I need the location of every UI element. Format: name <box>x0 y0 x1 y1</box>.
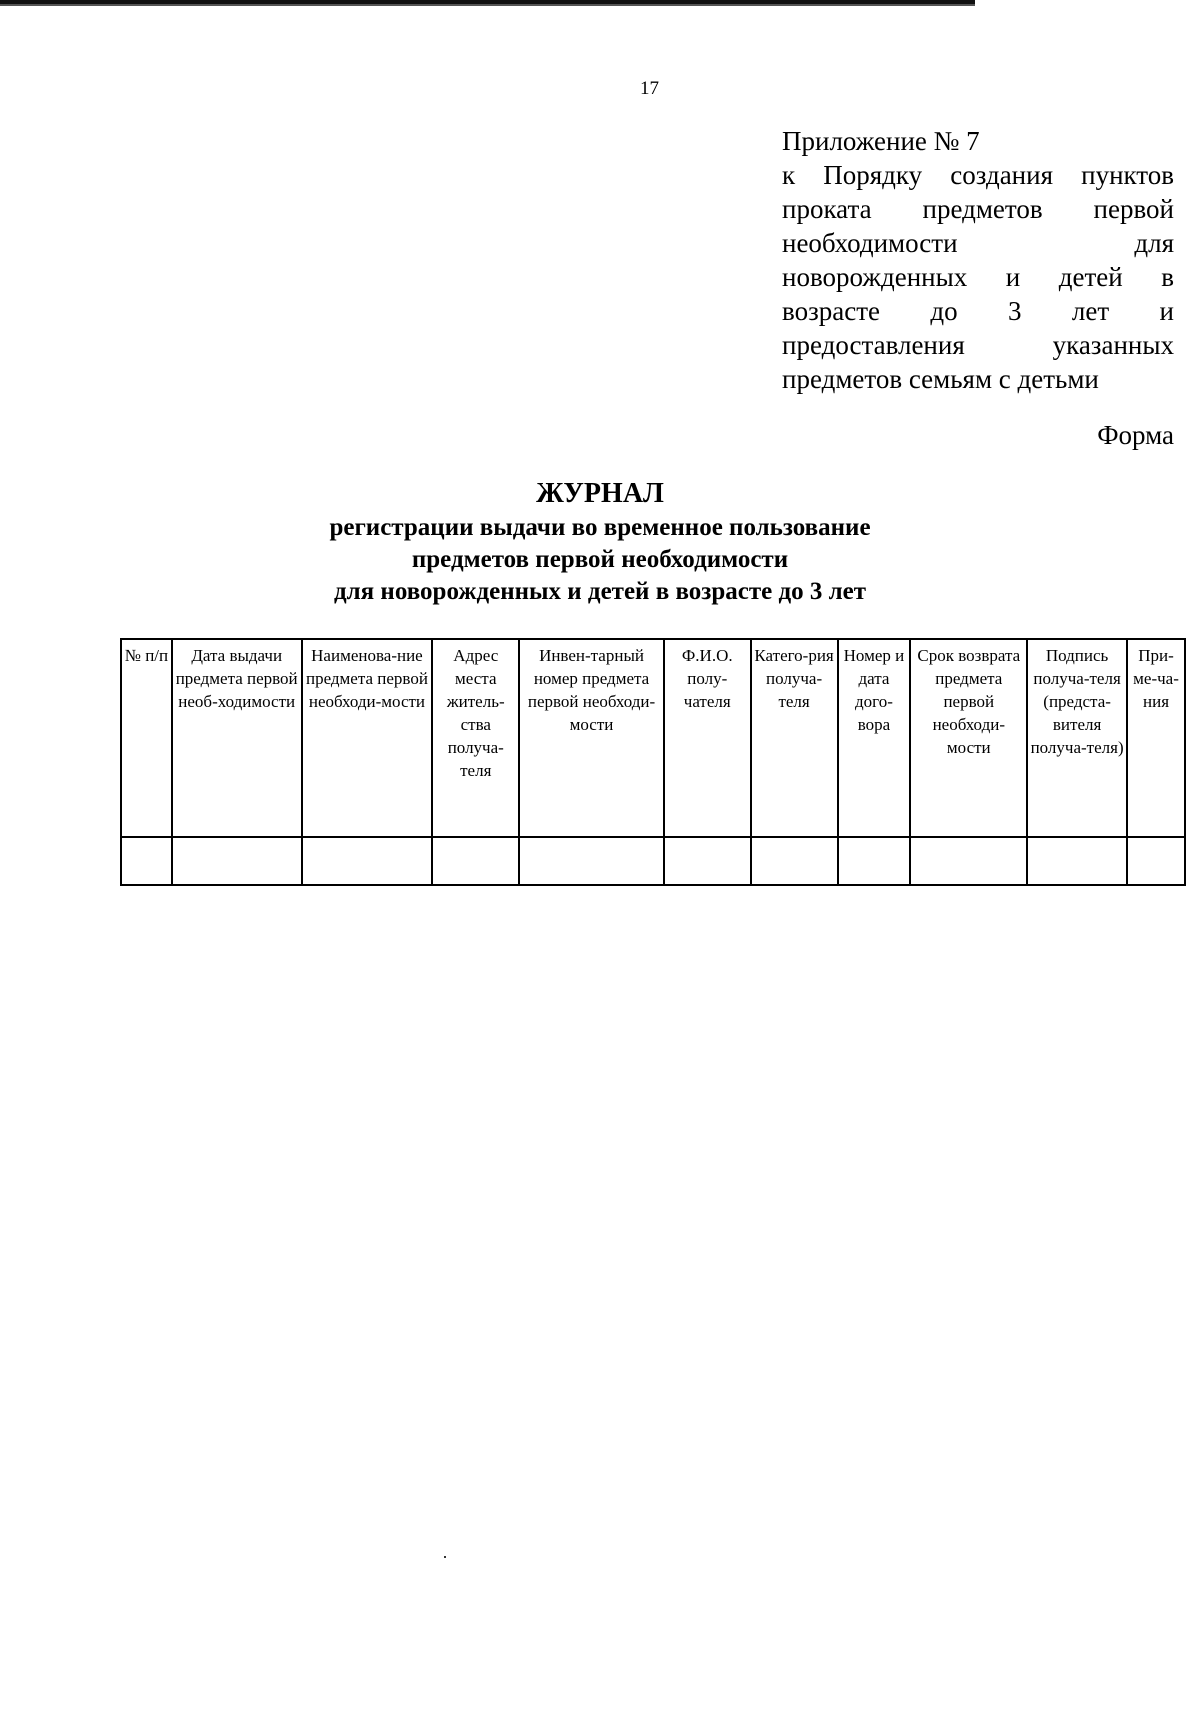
column-header-recipient-name: Ф.И.О. полу-чателя <box>664 639 751 837</box>
table-cell <box>172 837 302 885</box>
column-header-issue-date: Дата выдачи предмета первой необ-ходимости <box>172 639 302 837</box>
column-header-notes: При-ме-ча-ния <box>1127 639 1185 837</box>
table-cell <box>1027 837 1127 885</box>
appendix-line: проката предметов первой <box>782 194 1174 224</box>
appendix-line: возрасте до 3 лет и <box>782 296 1174 326</box>
table-cell <box>432 837 519 885</box>
column-header-address: Адрес места житель-ства получа-теля <box>432 639 519 837</box>
table-cell <box>519 837 664 885</box>
appendix-line: к Порядку создания пунктов <box>782 160 1174 190</box>
column-header-contract: Номер и дата дого-вора <box>838 639 911 837</box>
journal-table <box>120 638 1186 886</box>
column-header-recipient-category: Катего-рия получа-теля <box>751 639 838 837</box>
appendix-line: предметов семьям с детьми <box>782 364 1099 394</box>
table-cell <box>751 837 838 885</box>
journal-subtitle-line: регистрации выдачи во временное пользование <box>329 514 871 541</box>
appendix-line: новорожденных и детей в <box>782 262 1174 292</box>
form-label: Форма <box>1097 420 1174 450</box>
appendix-title: Приложение № 7 <box>782 126 980 156</box>
column-header-number: № п/п <box>121 639 172 837</box>
column-header-item-name: Наименова-ние предмета первой необходи-мости <box>302 639 433 837</box>
table-cell <box>838 837 911 885</box>
table-cell <box>664 837 751 885</box>
scan-border-line <box>0 4 975 6</box>
appendix-line: предоставления указанных <box>782 330 1174 360</box>
table-cell <box>121 837 172 885</box>
journal-subtitle <box>0 512 1200 608</box>
journal-title: ЖУРНАЛ <box>536 478 664 509</box>
column-header-return-date: Срок возврата предмета первой необходи-мости <box>910 639 1027 837</box>
journal-subtitle-line: для новорожденных и детей в возрасте до 3 лет <box>333 578 867 605</box>
column-header-signature: Подпись получа-теля (предста-вителя получа-теля) <box>1027 639 1127 837</box>
table-cell <box>302 837 433 885</box>
appendix-line: необходимости для <box>782 228 1174 258</box>
table-row <box>121 837 1185 885</box>
page-number: 17 <box>640 78 659 99</box>
appendix-block <box>782 124 1174 396</box>
scan-speck <box>444 1556 446 1558</box>
table-cell <box>910 837 1027 885</box>
journal-subtitle-line: предметов первой необходимости <box>411 546 789 573</box>
table-cell <box>1127 837 1185 885</box>
column-header-inventory-number: Инвен-тарный номер предмета первой необходи-мости <box>519 639 664 837</box>
table-header-row <box>121 639 1185 837</box>
